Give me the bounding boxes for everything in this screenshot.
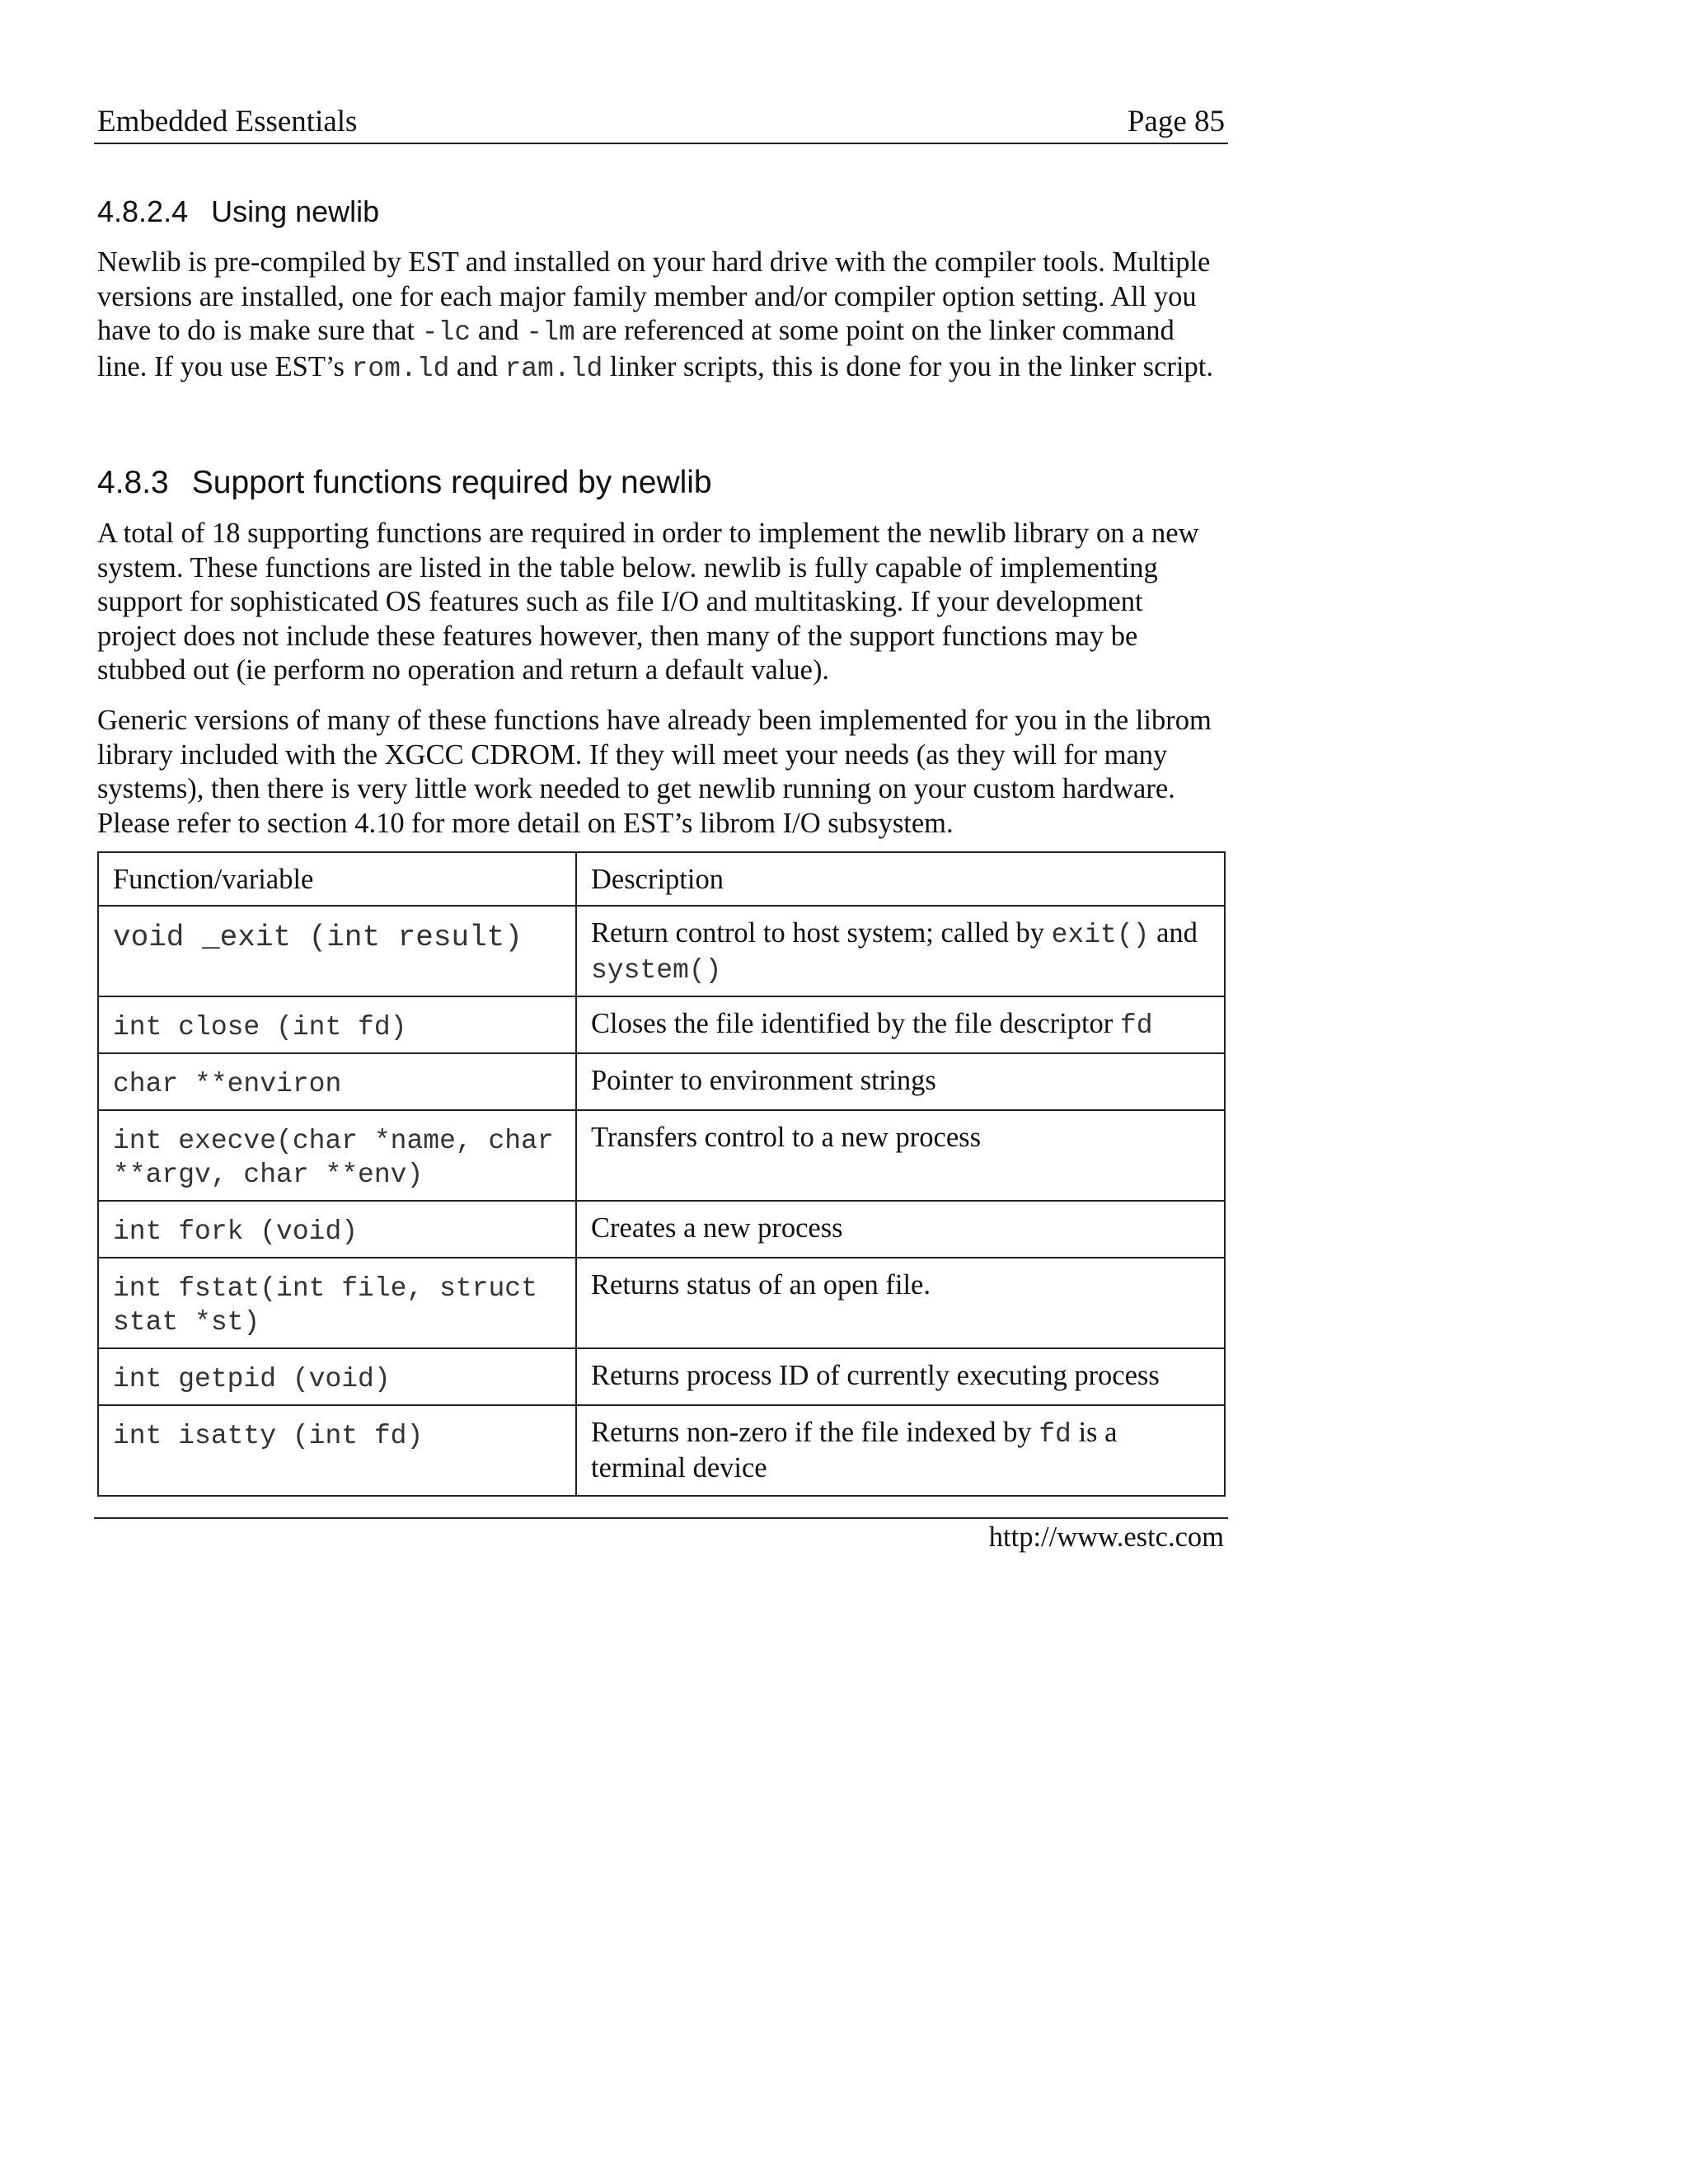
text-run: Creates a new process	[591, 1212, 843, 1244]
section-title: Support functions required by newlib	[191, 465, 712, 500]
section-number: 4.8.2.4	[97, 194, 189, 228]
function-signature: char **environ	[98, 1053, 576, 1110]
function-description	[576, 1405, 1225, 1496]
section-title: Using newlib	[211, 194, 380, 228]
paragraph-using-newlib	[97, 246, 1228, 386]
text-run: Return control to host system; called by	[591, 917, 1052, 949]
text-run: and	[1149, 917, 1198, 949]
function-signature: int close (int fd)	[98, 996, 576, 1053]
code-run: fd	[1119, 1010, 1153, 1041]
text-run: and	[449, 350, 505, 382]
function-description	[576, 1110, 1225, 1201]
column-header: Function/variable	[98, 852, 576, 906]
table-row	[98, 1258, 1225, 1348]
text-run: Pointer to environment strings	[591, 1065, 936, 1096]
table-row	[98, 1110, 1225, 1201]
code-run: exit()	[1051, 920, 1150, 950]
text-run: Closes the file identified by the file descriptor	[591, 1008, 1120, 1039]
function-description	[576, 996, 1225, 1053]
code-run: system()	[591, 955, 722, 986]
code-run: rom.ld	[351, 353, 450, 384]
function-signature: int isatty (int fd)	[98, 1405, 576, 1496]
text-run: Returns status of an open file.	[591, 1269, 931, 1301]
code-run: ram.ld	[504, 353, 603, 384]
text-run: Returns process ID of currently executing process	[591, 1360, 1160, 1391]
function-signature: void _exit (int result)	[98, 906, 576, 996]
text-run: are referenced at some point on the linker command line. If you use EST’s	[97, 315, 1175, 382]
text-run: and	[471, 315, 527, 346]
table-header-row	[98, 852, 1225, 906]
text-run: linker scripts, this is done for you in the linker script.	[603, 350, 1213, 382]
text-run: Returns non-zero if the file indexed by	[591, 1417, 1039, 1448]
paragraph-generic-versions: Generic versions of many of these functions have already been implemented for you in the librom library included with the XGCC CDROM. If they will meet your needs (as they will for many systems), then there is very little work needed to get newlib running on your custom hardware. Please refer to section 4.10 for more detail on EST’s librom I/O subsystem.	[97, 705, 1212, 839]
function-signature: int fstat(int file, struct stat *st)	[98, 1258, 576, 1348]
support-functions-table	[97, 851, 1226, 1497]
function-description	[576, 906, 1225, 996]
section-heading-4-8-2-4	[97, 194, 379, 229]
page-header	[97, 104, 1225, 139]
text-run: Transfers control to a new process	[591, 1122, 981, 1153]
function-signature: int getpid (void)	[98, 1348, 576, 1405]
document-title: Embedded Essentials	[97, 105, 358, 138]
function-description	[576, 1348, 1225, 1405]
table-row	[98, 1053, 1225, 1110]
section-number: 4.8.3	[97, 465, 169, 500]
column-header: Description	[576, 852, 1225, 906]
paragraph-support-functions: A total of 18 supporting functions are required in order to implement the newlib library on a new system. These functions are listed in the table below. newlib is fully capable of implementing support for sophisticated OS features such as file I/O and multitasking. If your development project does not include these features however, then many of the support functions may be stubbed out (ie perform no operation and return a default value).	[97, 518, 1199, 686]
code-run: fd	[1039, 1419, 1071, 1450]
table-row	[98, 1405, 1225, 1496]
footer-divider	[94, 1517, 1228, 1519]
function-description	[576, 1053, 1225, 1110]
footer-url: http://www.estc.com	[988, 1521, 1224, 1553]
code-run: -lm	[526, 317, 575, 348]
function-signature: int execve(char *name, char **argv, char **env)	[98, 1110, 576, 1201]
section-heading-4-8-3	[97, 465, 712, 501]
code-run: -lc	[421, 317, 471, 348]
function-signature: int fork (void)	[98, 1201, 576, 1258]
table-row	[98, 906, 1225, 996]
header-divider	[94, 143, 1228, 144]
page-number: Page 85	[1127, 105, 1225, 138]
table-row	[98, 1201, 1225, 1258]
function-description	[576, 1258, 1225, 1348]
text-run: is a terminal device	[591, 1417, 1118, 1483]
table-row	[98, 996, 1225, 1053]
table-row	[98, 1348, 1225, 1405]
text-run: Newlib is pre-compiled by EST and installed on your hard drive with the compiler tools. Multiple versions are installed, one for each major family member and/or compiler option setting. All you have to do is make sure that	[97, 246, 1211, 346]
function-description	[576, 1201, 1225, 1258]
